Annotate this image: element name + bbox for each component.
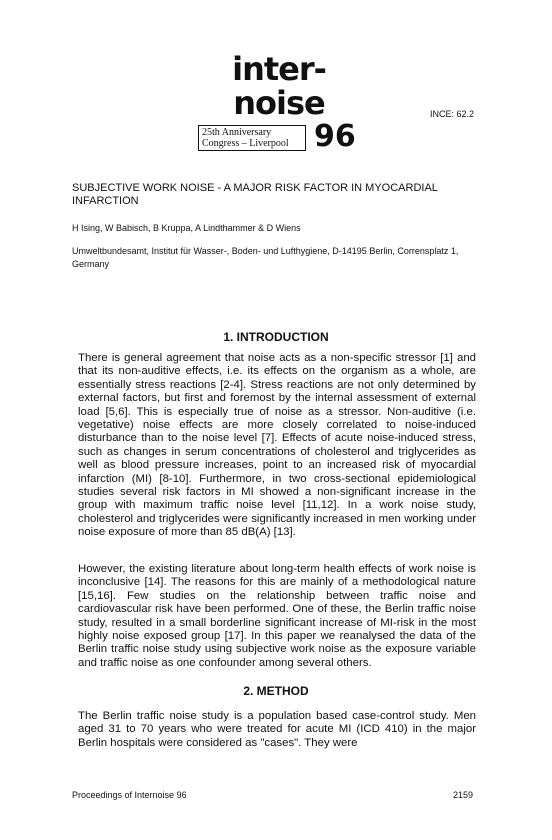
page-number: 2159 xyxy=(453,790,474,800)
footer-proceedings: Proceedings of Internoise 96 xyxy=(72,790,187,800)
logo-wordmark: inter-noise xyxy=(232,50,326,122)
paper-title: SUBJECTIVE WORK NOISE - A MAJOR RISK FACTOR IN MYOCARDIAL INFARCTION xyxy=(72,182,438,207)
anniversary-line-2: Congress – Liverpool xyxy=(202,138,289,149)
conference-logo xyxy=(198,50,360,154)
section-heading-introduction: 1. INTRODUCTION xyxy=(223,330,329,344)
anniversary-line-1: 25th Anniversary xyxy=(202,127,272,138)
intro-paragraph-2: However, the existing literature about long-term health effects of work noise is inconclusive [14]. The reasons for this are mainly of a methodological nature [15,16]. Few studies on the relationship between traffic noise and cardiovascular risk have been performed. One of these, the Berlin traffic noise study, resulted in a small borderline significant increase of MI-risk in the most highly noise exposed group [17]. In this paper we reanalysed the data of the Berlin traffic noise study using subjective work noise as the exposure variable and traffic noise as one confounder among several others. xyxy=(78,563,476,669)
logo-year: 96 xyxy=(314,119,356,154)
paper-affiliation: Umweltbundesamt, Institut für Wasser-, Boden- und Lufthygiene, D-14195 Berlin, Corrensplatz 1, Germany xyxy=(72,246,459,269)
intro-paragraph-1: There is general agreement that noise acts as a non-specific stressor [1] and that its non-auditive effects, i.e. its effects on the organism as a whole, are essentially stress reactions [2-4]. Stress reactions are not only determined by external factors, but first and foremost by the internal assessment of external load [5,6]. This is especially true of noise as a stressor. Non-auditive (i.e. vegetative) noise effects are more closely correlated to noise-induced disturbance than to the noise level [7]. Effects of acute noise-induced stress, such as changes in serum concentrations of cholesterol and triglycerides as well as blood pressure increases, point to an increased risk of myocardial infarction (MI) [8-10]. Furthermore, in two cross-sectional epidemiological studies several risk factors in MI showed a non-significant increase in the group with maximum traffic noise level [11,12]. In a work noise study, cholesterol and triglycerides were significantly increased in men working under noise exposure of more than 85 dB(A) [13]. xyxy=(78,352,476,539)
section-heading-method: 2. METHOD xyxy=(243,684,309,698)
paper-reference: INCE: 62.2 xyxy=(430,109,475,119)
method-paragraph-1: The Berlin traffic noise study is a population based case-control study. Men aged 31 to 70 years who were treated for acute MI (ICD 410) in the major Berlin hospitals were considered as "cases". They were xyxy=(78,710,476,749)
anniversary-box xyxy=(198,125,306,151)
paper-authors: H Ising, W Babisch, B Kruppa, A Lindthammer & D Wiens xyxy=(72,223,301,233)
